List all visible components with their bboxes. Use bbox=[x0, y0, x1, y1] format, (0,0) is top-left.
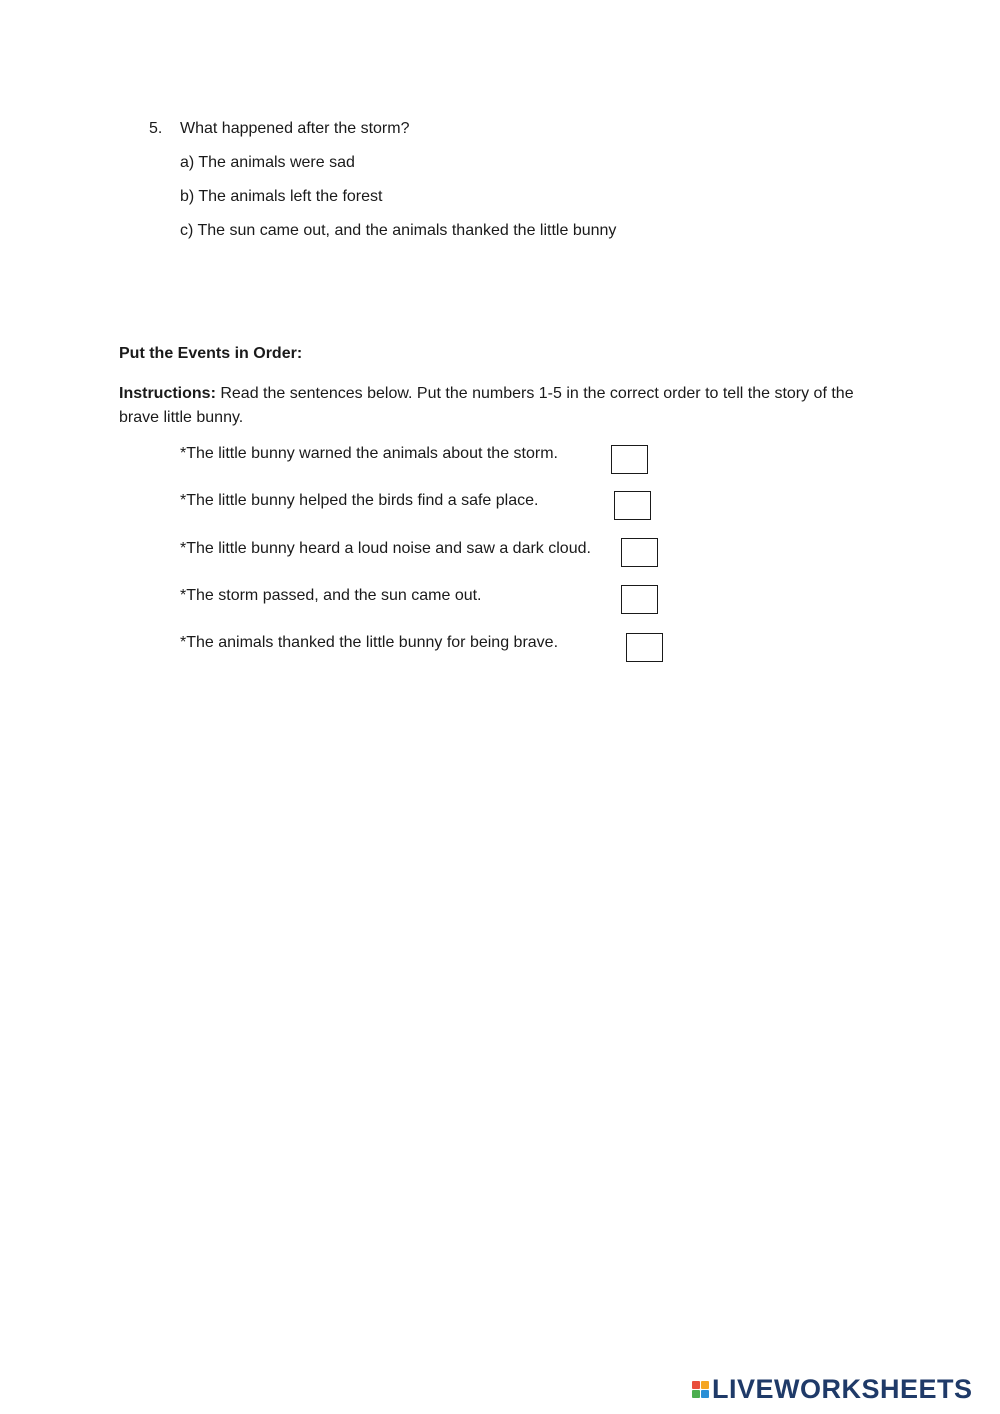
instructions-text: Read the sentences below. Put the numbers 1-5 in the correct order to tell the story of the brave little bunny. bbox=[119, 385, 854, 426]
event-sentence-4: *The storm passed, and the sun came out. bbox=[180, 587, 482, 604]
question-number: 5. bbox=[149, 120, 163, 137]
logo-square-orange bbox=[701, 1381, 709, 1389]
answer-option-b: b) The animals left the forest bbox=[180, 188, 383, 205]
logo-square-red bbox=[692, 1381, 700, 1389]
brand-name: LIVEWORKSHEETS bbox=[712, 1374, 973, 1404]
order-answer-box-4[interactable] bbox=[621, 585, 658, 614]
order-answer-box-5[interactable] bbox=[626, 633, 663, 662]
event-sentence-1: *The little bunny warned the animals about the storm. bbox=[180, 445, 558, 462]
question-text: What happened after the storm? bbox=[180, 120, 410, 137]
event-sentence-5: *The animals thanked the little bunny for being brave. bbox=[180, 634, 559, 651]
liveworksheets-logo-icon bbox=[692, 1381, 709, 1398]
order-answer-box-2[interactable] bbox=[614, 491, 651, 520]
section-title: Put the Events in Order: bbox=[119, 345, 303, 362]
order-answer-box-1[interactable] bbox=[611, 445, 648, 474]
event-sentence-3: *The little bunny heard a loud noise and saw a dark cloud. bbox=[180, 540, 591, 557]
instructions-label: Instructions: bbox=[119, 385, 216, 402]
logo-square-blue bbox=[701, 1390, 709, 1398]
instructions bbox=[119, 382, 879, 430]
answer-option-c: c) The sun came out, and the animals thanked the little bunny bbox=[180, 222, 617, 239]
answer-option-a: a) The animals were sad bbox=[180, 154, 355, 171]
liveworksheets-brand bbox=[692, 1376, 973, 1403]
event-sentence-2: *The little bunny helped the birds find a safe place. bbox=[180, 492, 539, 509]
order-answer-box-3[interactable] bbox=[621, 538, 658, 567]
logo-square-green bbox=[692, 1390, 700, 1398]
